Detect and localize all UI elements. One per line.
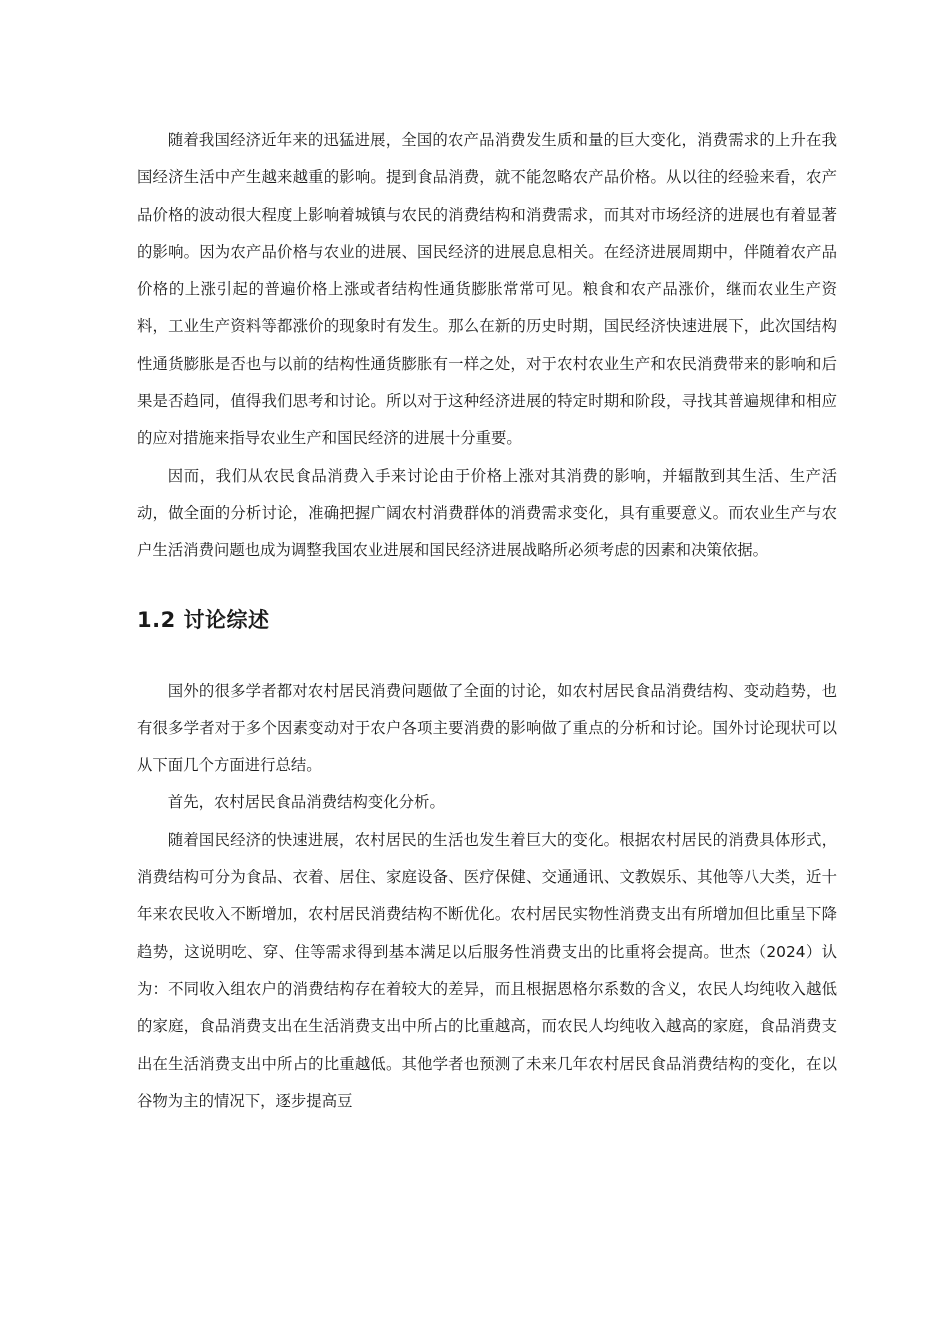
paragraph-research-significance: 因而，我们从农民食品消费入手来讨论由于价格上涨对其消费的影响，并辐散到其生活、生产活动，做全面的分析讨论，准确把握广阔农村消费群体的消费需求变化，具有重要意义。而农业生产与农户生活消费问题也成为调整我国农业进展和国民经济进展战略所必须考虑的因素和决策依据。 bbox=[137, 466, 837, 560]
paragraph-first-point: 首先，农村居民食品消费结构变化分析。 bbox=[167, 793, 445, 812]
paragraph-literature-overview: 国外的很多学者都对农村居民消费问题做了全面的讨论，如农村居民食品消费结构、变动趋势，也有很多学者对于多个因素变动对于农户各项主要消费的影响做了重点的分析和讨论。国外讨论现状可以从下面几个方面进行总结。 bbox=[137, 681, 837, 775]
document-page bbox=[137, 122, 837, 1120]
section-heading: 1.2 讨论综述 bbox=[137, 607, 270, 632]
paragraph-price-impact: 随着我国经济近年来的迅猛进展，全国的农产品消费发生质和量的巨大变化，消费需求的上升在我国经济生活中产生越来越重的影响。提到食品消费，就不能忽略农产品价格。从以往的经验来看，农产品价格的波动很大程度上影响着城镇与农民的消费结构和消费需求，而其对市场经济的进展也有着显著的影响。因为农产品价格与农业的进展、国民经济的进展息息相关。在经济进展周期中，伴随着农产品价格的上涨引起的普遍价格上涨或者结构性通货膨胀常常可见。粮食和农产品涨价，继而农业生产资料，工业生产资料等都涨价的现象时有发生。那么在新的历史时期，国民经济快速进展下，此次国结构性通货膨胀是否也与以前的结构性通货膨胀有一样之处，对于农村农业生产和农民消费带来的影响和后果是否趋同，值得我们思考和讨论。所以对于这种经济进展的特定时期和阶段，寻找其普遍规律和相应的应对措施来指导农业生产和国民经济的进展十分重要。 bbox=[137, 131, 837, 448]
paragraph-consumption-structure: 随着国民经济的快速进展，农村居民的生活也发生着巨大的变化。根据农村居民的消费具体形式，消费结构可分为食品、衣着、居住、家庭设备、医疗保健、交通通讯、文教娱乐、其他等八大类，近十年来农民收入不断增加，农村居民消费结构不断优化。农村居民实物性消费支出有所增加但比重呈下降趋势，这说明吃、穿、住等需求得到基本满足以后服务性消费支出的比重将会提高。世杰（2024）认为：不同收入组农户的消费结构存在着较大的差异，而且根据恩格尔系数的含义，农民人均纯收入越低的家庭，食品消费支出在生活消费支出中所占的比重越高，而农民人均纯收入越高的家庭，食品消费支出在生活消费支出中所占的比重越低。其他学者也预测了未来几年农村居民食品消费结构的变化，在以谷物为主的情况下，逐步提高豆 bbox=[137, 830, 837, 1110]
